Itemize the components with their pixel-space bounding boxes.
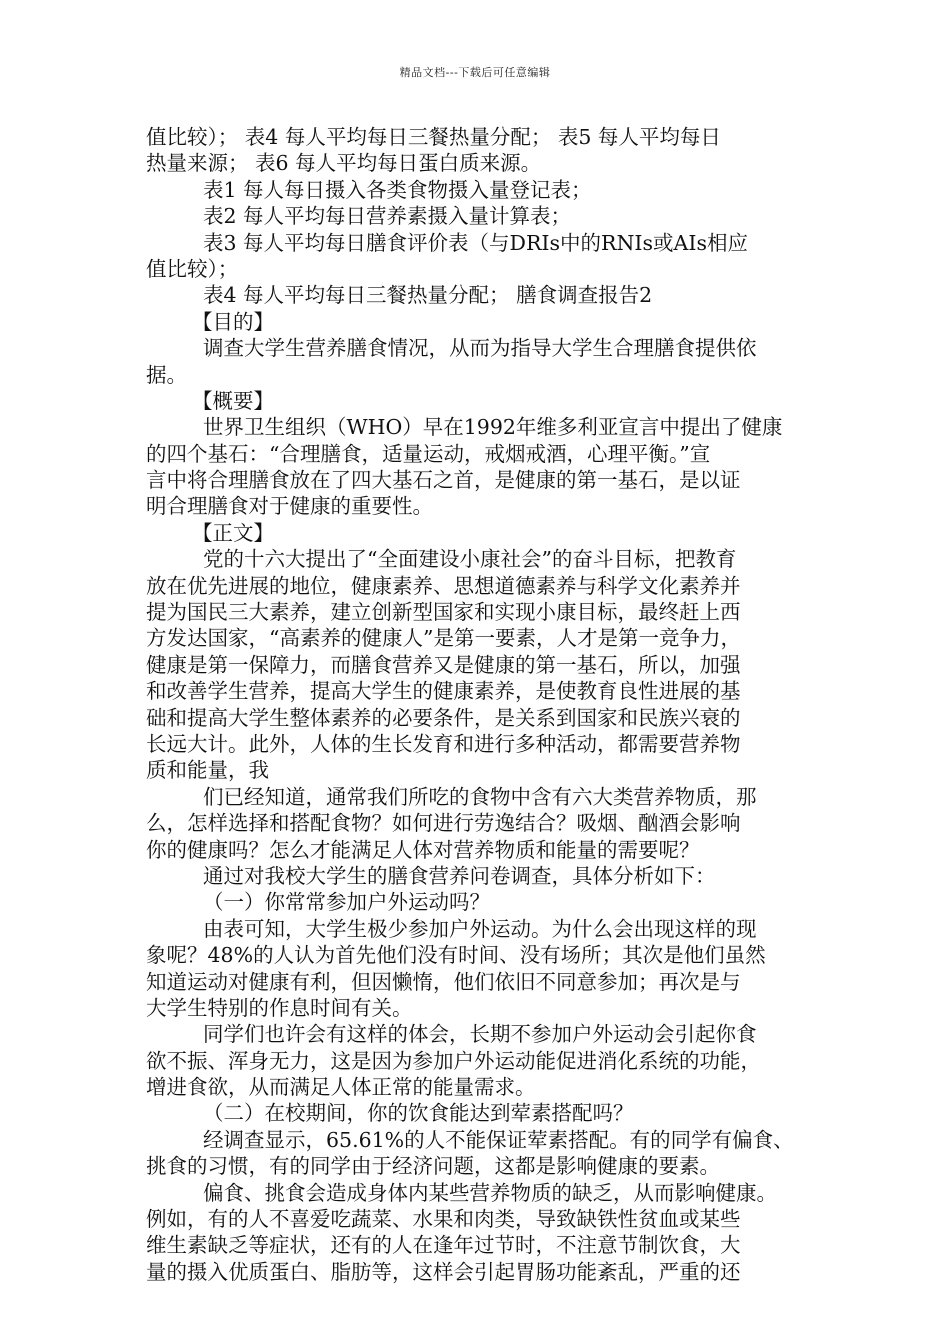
text-line: （二）在校期间，你的饮食能达到荤素搭配吗？ [203,1101,634,1126]
text-line: 你的健康吗？怎么才能满足人体对营养物质和能量的需要呢？ [146,837,700,862]
text-line: 方发达国家，“高素养的健康人”是第一要素，人才是第一竞争力， [146,626,741,651]
text-line: 质和能量，我 [146,758,269,783]
text-line: 表1 每人每日摄入各类食物摄入量登记表； [203,177,592,202]
text-line: 同学们也许会有这样的体会，长期不参加户外运动会引起你食 [203,1022,757,1047]
text-line: 言中将合理膳食放在了四大基石之首，是健康的第一基石，是以证 [146,468,741,493]
text-line: 表2 每人平均每日营养素摄入量计算表； [203,204,572,229]
text-line: 例如，有的人不喜爱吃蔬菜、水果和肉类，导致缺铁性贫血或某些 [146,1207,741,1232]
text-line: 热量来源； 表6 每人平均每日蛋白质来源。 [146,151,542,176]
text-line: 长远大计。此外，人体的生长发育和进行多种活动，都需要营养物 [146,731,741,756]
text-line: 和改善学生营养，提高大学生的健康素养，是使教育良性进展的基 [146,679,741,704]
text-line: 大学生特别的作息时间有关。 [146,995,413,1020]
text-line: 【概要】 [192,388,274,413]
page-header: 精品文档---下载后可任意编辑 [399,66,551,79]
text-line: 明合理膳食对于健康的重要性。 [146,494,433,519]
text-line: 经调查显示，65.61%的人不能保证荤素搭配。有的同学有偏食、 [203,1127,794,1152]
text-line: 【目的】 [192,309,274,334]
text-line: 么，怎样选择和搭配食物？如何进行劳逸结合？吸烟、酗酒会影响 [146,811,741,836]
text-line: 欲不振、浑身无力，这是因为参加户外运动能促进消化系统的功能， [146,1048,761,1073]
text-line: 们已经知道，通常我们所吃的食物中含有六大类营养物质，那 [203,784,757,809]
text-line: 表3 每人平均每日膳食评价表（与DRIs中的RNIs或AIs相应 [203,230,748,255]
text-line: 维生素缺乏等症状，还有的人在逢年过节时，不注意节制饮食，大 [146,1233,741,1258]
text-line: 量的摄入优质蛋白、脂肪等，这样会引起胃肠功能紊乱，严重的还 [146,1259,741,1284]
text-line: 增进食欲，从而满足人体正常的能量需求。 [146,1075,536,1100]
text-line: 知道运动对健康有利，但因懒惰，他们依旧不同意参加；再次是与 [146,969,741,994]
text-line: 的四个基石：“合理膳食，适量运动，戒烟戒酒，心理平衡。”宣 [146,441,711,466]
text-line: 值比较）； 表4 每人平均每日三餐热量分配； 表5 每人平均每日 [146,125,721,149]
text-line: 调查大学生营养膳食情况，从而为指导大学生合理膳食提供依 [203,336,757,361]
document-body [146,124,816,1285]
text-line: 健康是第一保障力，而膳食营养又是健康的第一基石，所以，加强 [146,652,741,677]
text-line: 值比较）； [146,256,239,281]
text-line: 础和提高大学生整体素养的必要条件，是关系到国家和民族兴衰的 [146,705,741,730]
text-line: 【正文】 [192,520,274,545]
text-line: 由表可知，大学生极少参加户外运动。为什么会出现这样的现 [203,916,757,941]
text-line: 偏食、挑食会造成身体内某些营养物质的缺乏，从而影响健康。 [203,1180,777,1205]
text-line: 通过对我校大学生的膳食营养问卷调查，具体分析如下： [203,863,716,888]
text-line: 象呢？48%的人认为首先他们没有时间、没有场所；其次是他们虽然 [146,943,766,968]
text-line: 党的十六大提出了“全面建设小康社会”的奋斗目标，把教育 [203,547,737,572]
text-line: 放在优先进展的地位，健康素养、思想道德素养与科学文化素养并 [146,573,741,598]
text-line: 据。 [146,362,187,387]
text-line: 表4 每人平均每日三餐热量分配； 膳食调查报告2 [203,283,653,308]
text-line: （一）你常常参加户外运动吗？ [203,890,490,915]
text-line: 世界卫生组织（WHO）早在1992年维多利亚宣言中提出了健康 [203,415,783,440]
text-line: 提为国民三大素养，建立创新型国家和实现小康目标，最终赶上西 [146,600,741,625]
text-line: 挑食的习惯，有的同学由于经济问题，这都是影响健康的要素。 [146,1154,720,1179]
